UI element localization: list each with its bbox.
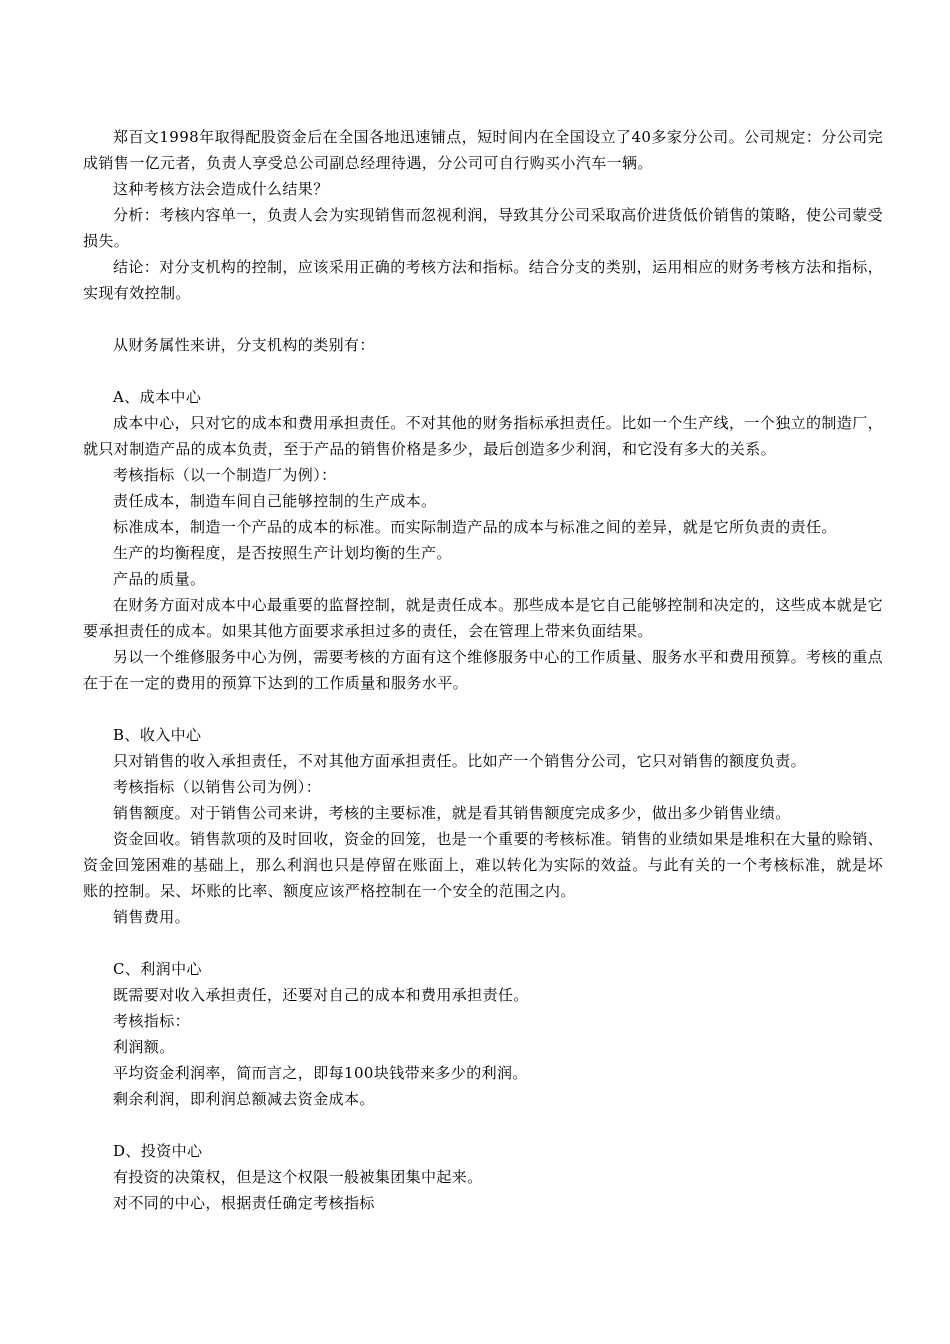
- paragraph-spacer: [83, 1112, 883, 1138]
- paragraph: 销售额度。对于销售公司来讲，考核的主要标准，就是看其销售额度完成多少，做出多少销售业绩。: [113, 804, 791, 822]
- paragraph: 既需要对收入承担责任，还要对自己的成本和费用承担责任。: [113, 986, 529, 1004]
- paragraph: 考核指标（以销售公司为例）：: [113, 778, 322, 796]
- paragraph-spacer: [83, 358, 883, 384]
- paragraph: 标准成本，制造一个产品的成本的标准。而实际制造产品的成本与标准之间的差异，就是它所负责的责任。: [113, 518, 837, 536]
- paragraph: 从财务属性来讲，分支机构的类别有：: [113, 336, 375, 354]
- paragraph: 平均资金利润率，简而言之，即每100块钱带来多少的利润。: [113, 1064, 528, 1082]
- paragraph-spacer: [83, 930, 883, 956]
- paragraph: 对不同的中心，根据责任确定考核指标: [113, 1194, 375, 1212]
- paragraph: 利润额。: [113, 1038, 175, 1056]
- paragraph: 分析：考核内容单一，负责人会为实现销售而忽视利润，导致其分公司采取高价进货低价销售的策略，使公司蒙受损失。: [83, 206, 884, 250]
- paragraph: 考核指标（以一个制造厂为例）：: [113, 466, 337, 484]
- paragraph: 剩余利润，即利润总额减去资金成本。: [113, 1090, 375, 1108]
- paragraph: 成本中心，只对它的成本和费用承担责任。不对其他的财务指标承担责任。比如一个生产线，一个独立的制造厂，就只对制造产品的成本负责，至于产品的销售价格是多少，最后创造多少利润，和它没有多大的关系。: [83, 414, 884, 458]
- paragraph: 资金回收。销售款项的及时回收，资金的回笼，也是一个重要的考核标准。销售的业绩如果是堆积在大量的赊销、资金回笼困难的基础上，那么利润也只是停留在账面上，难以转化为实际的效益。与此有关的一个考核标准，就是坏账的控制。呆、坏账的比率、额度应该严格控制在一个安全的范围之内。: [83, 830, 884, 900]
- paragraph: 这种考核方法会造成什么结果？: [113, 180, 329, 198]
- paragraph: 销售费用。: [113, 908, 191, 926]
- paragraph: 考核指标：: [113, 1012, 191, 1030]
- paragraph: 另以一个维修服务中心为例，需要考核的方面有这个维修服务中心的工作质量、服务水平和费用预算。考核的重点在于在一定的费用的预算下达到的工作质量和服务水平。: [83, 648, 884, 692]
- paragraph: 责任成本，制造车间自己能够控制的生产成本。: [113, 492, 437, 510]
- paragraph: 产品的质量。: [113, 570, 206, 588]
- paragraph: 结论：对分支机构的控制，应该采用正确的考核方法和指标。结合分支的类别，运用相应的财务考核方法和指标，实现有效控制。: [83, 258, 884, 302]
- paragraph: C、利润中心: [113, 960, 202, 978]
- paragraph: D、投资中心: [113, 1142, 203, 1160]
- paragraph: 有投资的决策权，但是这个权限一般被集团集中起来。: [113, 1168, 483, 1186]
- paragraph-spacer: [83, 696, 883, 722]
- paragraph-spacer: [83, 306, 883, 332]
- document-body: [83, 124, 883, 1216]
- paragraph: 只对销售的收入承担责任，不对其他方面承担责任。比如产一个销售分公司，它只对销售的额度负责。: [113, 752, 807, 770]
- paragraph: 在财务方面对成本中心最重要的监督控制，就是责任成本。那些成本是它自己能够控制和决定的，这些成本就是它要承担责任的成本。如果其他方面要求承担过多的责任，会在管理上带来负面结果。: [83, 596, 884, 640]
- paragraph: B、收入中心: [113, 726, 202, 744]
- paragraph: 生产的均衡程度，是否按照生产计划均衡的生产。: [113, 544, 452, 562]
- paragraph: 郑百文1998年取得配股资金后在全国各地迅速铺点，短时间内在全国设立了40多家分公司。公司规定：分公司完成销售一亿元者，负责人享受总公司副总经理待遇，分公司可自行购买小汽车一辆。: [83, 128, 883, 172]
- paragraph: A、成本中心: [113, 388, 202, 406]
